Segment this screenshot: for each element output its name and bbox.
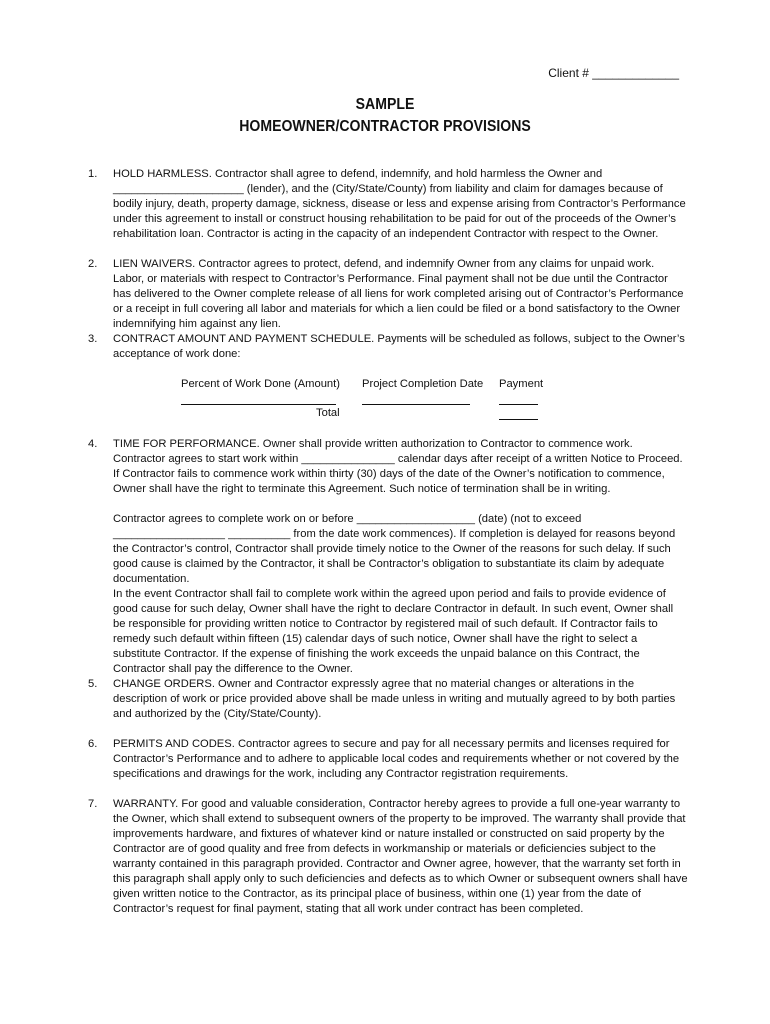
section-text-default: In the event Contractor shall fail to complete work within the agreed upon period and fails to provide evidence of good cause for such delay, Owner shall have the right to declare Contractor in default. In such event, Owner shall be responsible for providing written notice to Contractor by registered mail of such default. If Contractor fails to remedy such default within fifteen (15) calendar days of such notice, Owner shall have the right to select a substitute Contractor. If the expense of finishing the work exceeds the unpaid balance on this Contract, the Contractor shall pay the difference to the Owner. [113, 588, 674, 675]
section-text: LIEN WAIVERS. Contractor agrees to protect, defend, and indemnify Owner from any claims for unpaid work. Labor, or materials with respect to Contractor’s Performance. Final payment shall not be due until the Contractor has delivered to the Owner complete release of all liens for work completed arising out of Contractor’s Performance or a receipt in full covering all labor and materials for which a lien could be filed or a bond satisfactory to the Owner indemnifying him against any lien. [113, 258, 684, 330]
section-number: 5. [88, 678, 98, 690]
schedule-blank-date [362, 404, 470, 405]
section-number: 4. [88, 438, 98, 450]
schedule-blank-percent [181, 404, 336, 405]
section-number: 1. [88, 168, 98, 180]
section-text: PERMITS AND CODES. Contractor agrees to secure and pay for all necessary permits and licenses required for Contractor’s Performance and to adhere to applicable local codes and requirements whether or not covered by the specifications and drawings for the work, including any Contractor registration requirements. [113, 738, 680, 780]
schedule-header-percent: Percent of Work Done (Amount) [181, 378, 340, 390]
section-text: CHANGE ORDERS. Owner and Contractor expressly agree that no material changes or alterations in the description of work or price provided above shall be made unless in writing and mutually agreed to by both parties and authorized by the (City/State/County). [113, 678, 676, 720]
section-number: 6. [88, 738, 98, 750]
schedule-blank-total [499, 419, 538, 420]
schedule-blank-payment [499, 404, 538, 405]
schedule-header-date: Project Completion Date [362, 378, 484, 390]
section-text: TIME FOR PERFORMANCE. Owner shall provide written authorization to Contractor to commence work. Contractor agrees to start work within _______________ calendar days after receipt of a written Notice to Proceed. If Contractor fails to commence work within thirty (30) days of the date of the Owner’s notification to commence, Owner shall have the right to terminate this Agreement. Such notice of termination shall be in writing. [113, 438, 683, 495]
client-number: Client # _____________ [548, 66, 679, 80]
section-text-completion: Contractor agrees to complete work on or before ___________________ (date) (not to exceed __________________ __________ from the date work commences). If completion is delayed for reasons beyond the Contractor’s control, Contractor shall provide timely notice to the Owner of the reasons for such delay. If such good cause is claimed by the Contractor, it shall be Contractor’s obligation to substantiate its claim by adequate documentation. [113, 513, 676, 585]
document-title-sample: SAMPLE [355, 96, 415, 113]
section-text: WARRANTY. For good and valuable consideration, Contractor hereby agrees to provide a full one-year warranty to the Owner, which shall extend to subsequent owners of the property to be improved. The warranty shall provide that improvements hardware, and fixtures of whatever kind or nature installed or constructed on said property by the Contractor are of good quality and free from defects in workmanship or materials or deficiencies subject to the warranty contained in this paragraph provided. Contractor and Owner agree, however, that the warranty set forth in this paragraph shall apply only to such deficiencies and defects as to which Owner or subsequent owners shall have given written notice to the Contractor, as its principal place of business, within one (1) year from the date of Contractor’s request for final payment, stating that all work under contract has been completed. [113, 798, 688, 915]
schedule-total-label: Total [316, 407, 340, 419]
schedule-header-payment: Payment [499, 378, 544, 390]
section-text: CONTRACT AMOUNT AND PAYMENT SCHEDULE. Payments will be scheduled as follows, subject to the Owner’s acceptance of work done: [113, 333, 685, 360]
document-title: HOMEOWNER/CONTRACTOR PROVISIONS [239, 118, 531, 135]
section-number: 2. [88, 258, 98, 270]
section-number: 3. [88, 333, 98, 345]
section-number: 7. [88, 798, 98, 810]
section-text: HOLD HARMLESS. Contractor shall agree to defend, indemnify, and hold harmless the Owner and _____________________ (lender), and the (City/State/County) from liability and claim for damages because of bodily injury, death, property damage, sickness, disease or less and expense arising from Contractor’s Performance under this agreement to install or construct housing rehabilitation to be paid for out of the proceeds of the Owner’s rehabilitation loan. Contractor is acting in the capacity of an independent Contractor with respect to the Owner. [113, 168, 686, 240]
